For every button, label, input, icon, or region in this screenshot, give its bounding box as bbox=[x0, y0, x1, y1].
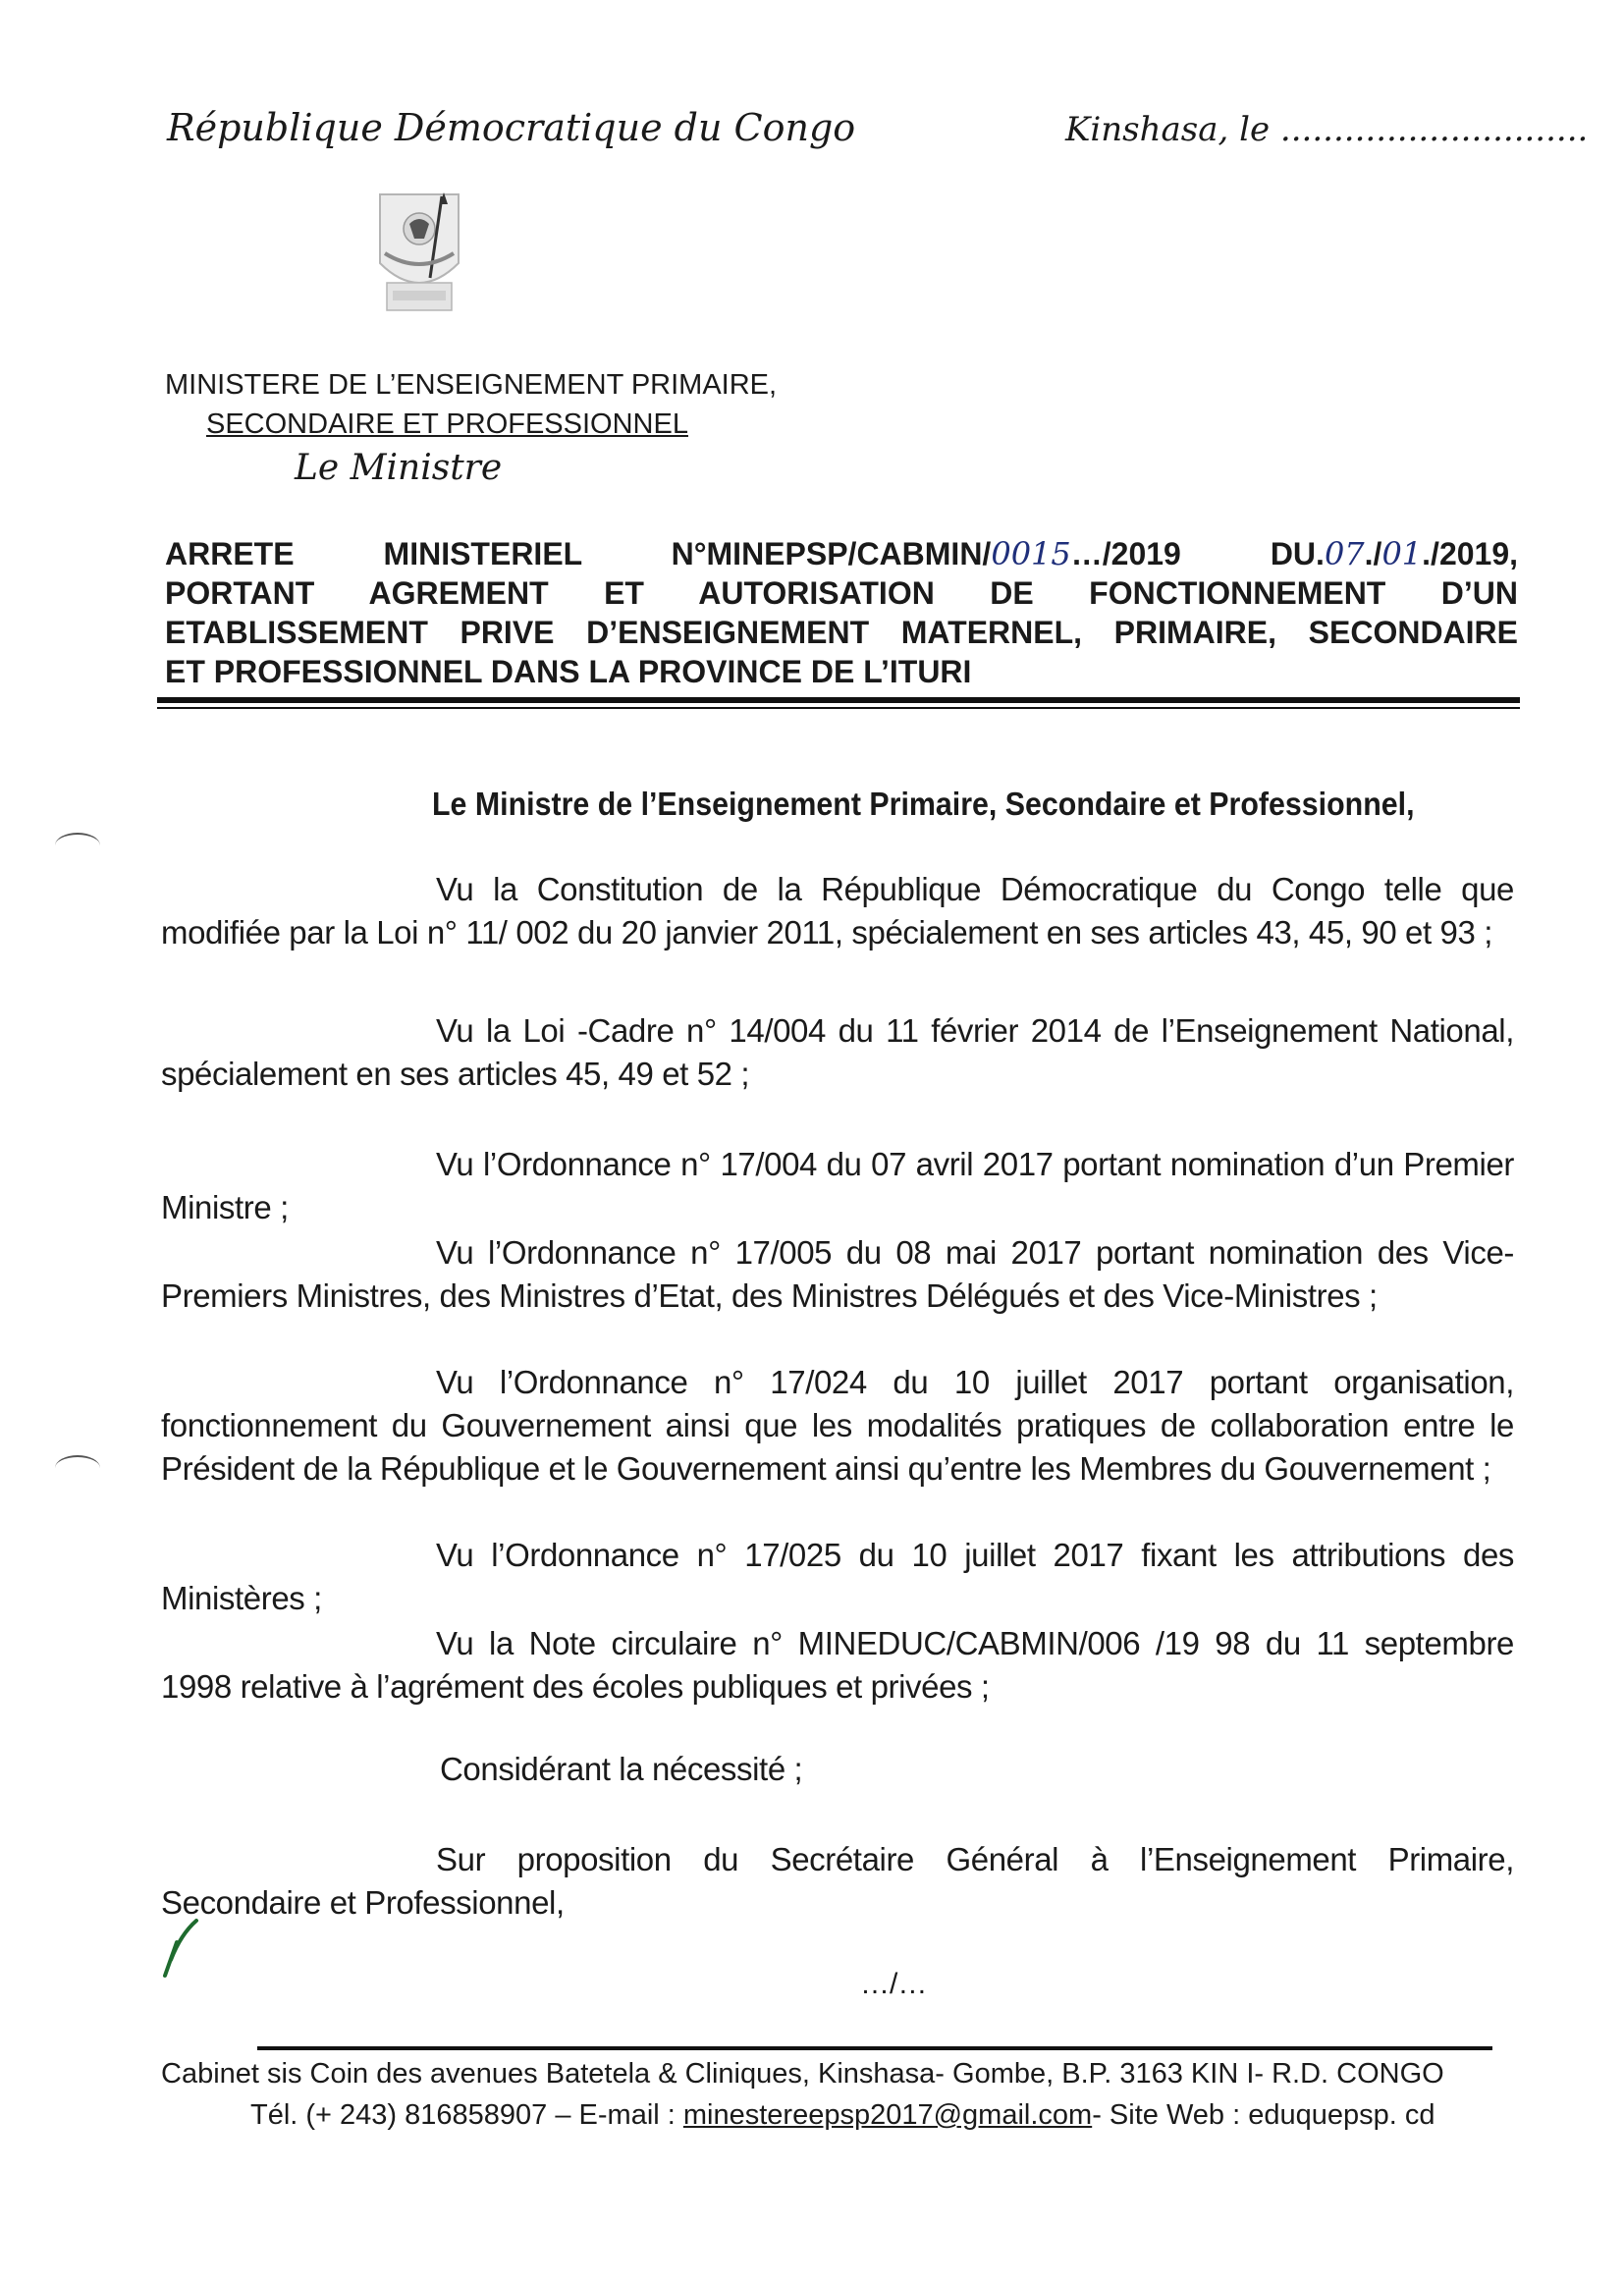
paragraph-ordonnance-005: Vu l’Ordonnance n° 17/005 du 08 mai 2017 portant nomination des Vice-Premiers Ministres, des Ministres d’Etat, des Ministres Délégués et des Vice-Ministres ; bbox=[161, 1234, 1514, 1314]
footer-contact: Tél. (+ 243) 816858907 – E-mail : minestereepsp2017@gmail.com- Site Web : eduquepsp. cd bbox=[250, 2099, 1435, 2131]
paragraph-loi-cadre: Vu la Loi -Cadre n° 14/004 du 11 février 2014 de l’Enseignement National, spécialement en ses articles 45, 49 et 52 ; bbox=[161, 1012, 1514, 1092]
title-line-1: ARRETE MINISTERIEL N°MINEPSP/CABMIN/0015…/2019 DU.07./01./2019, bbox=[165, 535, 1519, 572]
place-date: Kinshasa, le ............................. bbox=[1065, 110, 1589, 149]
signatory-title: Le Ministre bbox=[295, 448, 503, 488]
country-name: République Démocratique du Congo bbox=[167, 106, 856, 149]
footer-divider bbox=[257, 2046, 1492, 2050]
footer-email: minestereepsp2017@gmail.com bbox=[682, 2099, 1093, 2131]
ministry-block bbox=[165, 365, 777, 444]
continuation-mark: …/… bbox=[860, 1968, 928, 2000]
paragraph-ordonnance-004: Vu l’Ordonnance n° 17/004 du 07 avril 2017 portant nomination d’un Premier Ministre ; bbox=[161, 1146, 1514, 1225]
punch-hole-mark bbox=[55, 833, 100, 858]
intro-line: Le Ministre de l’Enseignement Primaire, Secondaire et Professionnel, bbox=[432, 786, 1415, 822]
decree-number: 0015 bbox=[991, 535, 1071, 572]
decree-month: 01 bbox=[1381, 535, 1423, 572]
ministry-line-2: SECONDAIRE ET PROFESSIONNEL bbox=[206, 408, 688, 440]
title-line-3: ETABLISSEMENT PRIVE D’ENSEIGNEMENT MATERNEL, PRIMAIRE, SECONDAIRE bbox=[165, 615, 1518, 650]
decree-day: 07 bbox=[1324, 535, 1365, 572]
title-divider-thick bbox=[157, 697, 1520, 703]
punch-hole-mark bbox=[55, 1455, 100, 1481]
title-line-2: PORTANT AGREMENT ET AUTORISATION DE FONCTIONNEMENT D’UN bbox=[165, 575, 1518, 611]
paragraph-ordonnance-024: Vu l’Ordonnance n° 17/024 du 10 juillet 2017 portant organisation, fonctionnement du Gouvernement ainsi que les modalités pratiques de collaboration entre le Président de la République et le Gouvernement ainsi qu’entre les Membres du Gouvernement ; bbox=[161, 1364, 1514, 1487]
title-divider-thin bbox=[157, 707, 1520, 709]
paragraph-proposition: Sur proposition du Secrétaire Général à l’Enseignement Primaire, Secondaire et Professionnel, bbox=[161, 1841, 1514, 1921]
title-line-4: ET PROFESSIONNEL DANS LA PROVINCE DE L’ITURI bbox=[165, 654, 972, 689]
paragraph-ordonnance-025: Vu l’Ordonnance n° 17/025 du 10 juillet 2017 fixant les attributions des Ministères ; bbox=[161, 1537, 1514, 1616]
coat-of-arms-emblem bbox=[365, 185, 473, 322]
paragraph-considerant: Considérant la nécessité ; bbox=[440, 1751, 803, 1787]
decree-title bbox=[165, 534, 1518, 691]
paragraph-constitution: Vu la Constitution de la République Démocratique du Congo telle que modifiée par la Loi n° 11/ 002 du 20 janvier 2011, spécialement en ses articles 43, 45, 90 et 93 ; bbox=[161, 871, 1514, 950]
ministry-line-1: MINISTERE DE L’ENSEIGNEMENT PRIMAIRE, bbox=[165, 369, 778, 401]
paragraph-note-circulaire: Vu la Note circulaire n° MINEDUC/CABMIN/006 /19 98 du 11 septembre 1998 relative à l’agrément des écoles publiques et privées ; bbox=[161, 1625, 1514, 1705]
footer-address: Cabinet sis Coin des avenues Batetela & Cliniques, Kinshasa- Gombe, B.P. 3163 KIN I- R.D. CONGO bbox=[161, 2058, 1444, 2090]
handwritten-initial bbox=[157, 1915, 206, 1983]
